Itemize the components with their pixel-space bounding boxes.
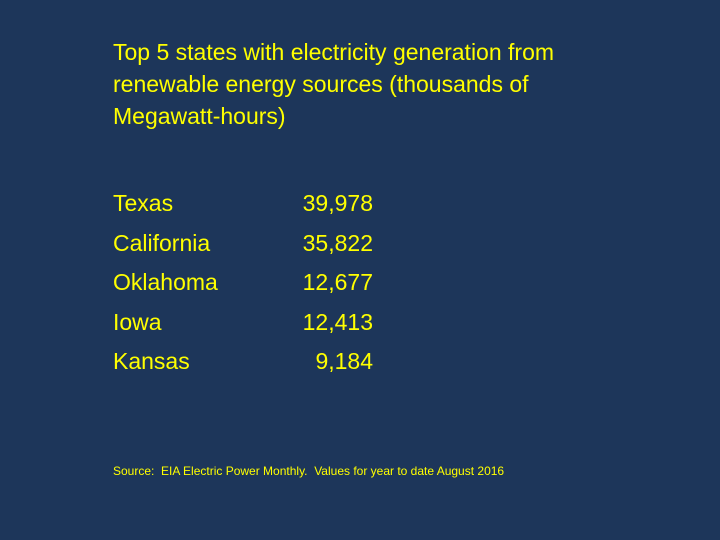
- generation-value: 39,978: [302, 190, 373, 216]
- table-row: [113, 303, 373, 343]
- state-name: Iowa: [113, 308, 162, 335]
- states-table: [113, 184, 373, 382]
- state-name: California: [113, 229, 211, 256]
- table-row: [113, 263, 373, 303]
- table-row: [113, 342, 373, 382]
- state-name: Texas: [113, 190, 174, 216]
- source-note: Source: EIA Electric Power Monthly. Values for year to date August 2016: [113, 464, 505, 478]
- slide-title: Top 5 states with electricity generation from renewable energy sources (thousands of Megawatt-hours): [113, 39, 555, 129]
- table-row: [113, 224, 373, 264]
- generation-value: 35,822: [302, 229, 373, 256]
- table-row: [113, 184, 373, 224]
- state-name: Kansas: [113, 348, 190, 374]
- state-name: Oklahoma: [113, 269, 218, 295]
- generation-value: 12,677: [302, 269, 373, 295]
- generation-value: 12,413: [302, 308, 373, 335]
- generation-value: 9,184: [315, 348, 373, 374]
